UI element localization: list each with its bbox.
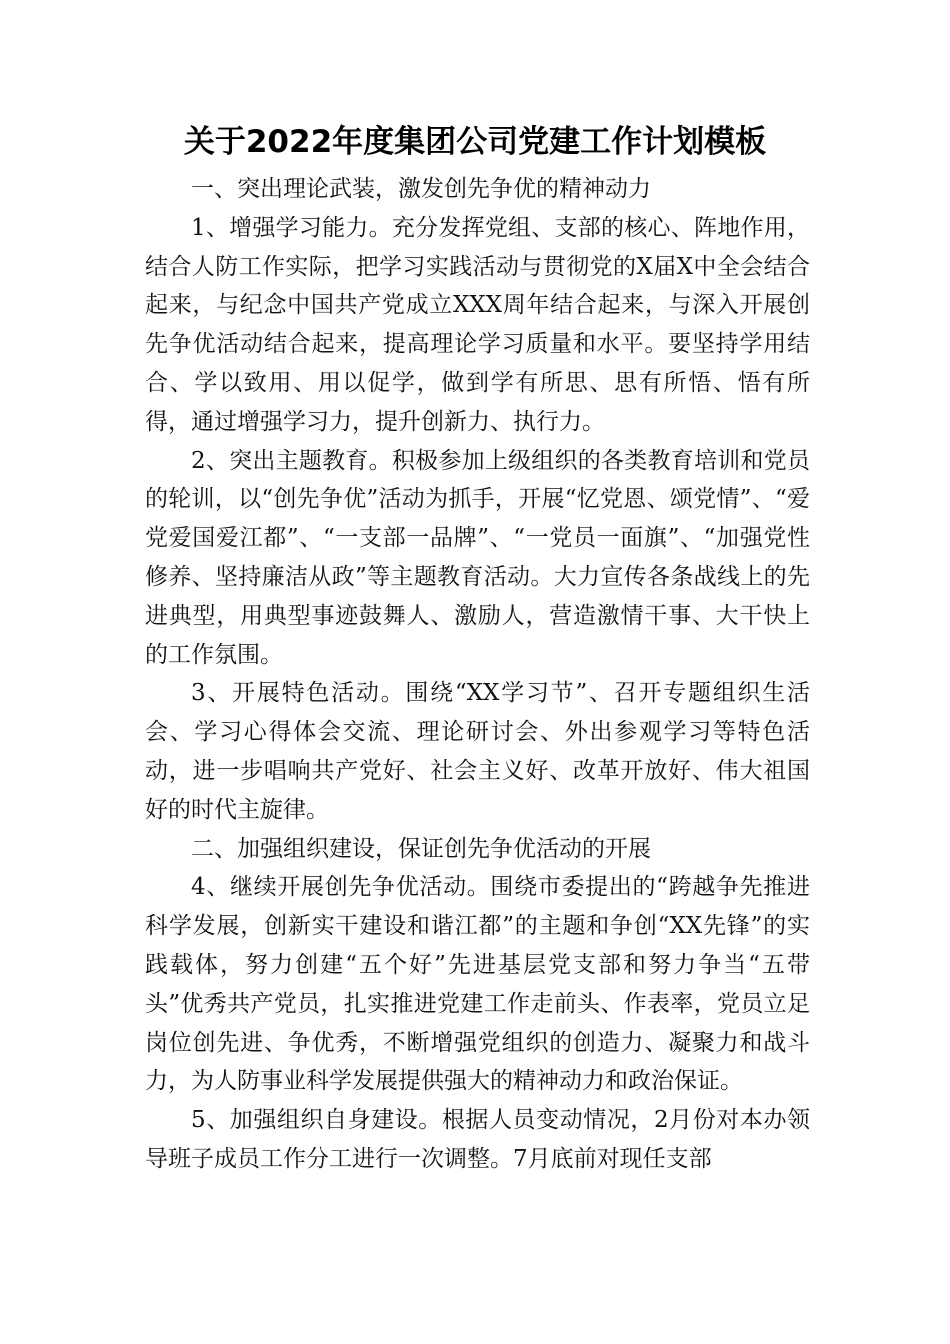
document-body [145, 170, 810, 1179]
paragraph-2: 2、突出主题教育。积极参加上级组织的各类教育培训和党员的轮训，以“创先争优”活动为抓手，开展“忆党恩、颂党情”、“爱党爱国爱江都”、“一支部一品牌”、“一党员一面旗”、“加强党性修养、坚持廉洁从政”等主题教育活动。大力宣传各条战线上的先进典型，用典型事迹鼓舞人、激励人，营造激情干事、大干快上的工作氛围。 [145, 447, 810, 668]
paragraph-5: 5、加强组织自身建设。根据人员变动情况，2月份对本办领导班子成员工作分工进行一次调整。7月底前对现任支部 [145, 1107, 810, 1172]
section-heading-2: 二、加强组织建设，保证创先争优活动的开展 [191, 835, 651, 862]
paragraph-3: 3、开展特色活动。围绕“XX学习节”、召开专题组织生活会、学习心得体会交流、理论研讨会、外出参观学习等特色活动，进一步唱响共产党好、社会主义好、改革开放好、伟大祖国好的时代主旋律。 [145, 680, 810, 823]
paragraph-1: 1、增强学习能力。充分发挥党组、支部的核心、阵地作用，结合人防工作实际，把学习实践活动与贯彻党的X届X中全会结合起来，与纪念中国共产党成立XXX周年结合起来，与深入开展创先争优活动结合起来，提高理论学习质量和水平。要坚持学用结合、学以致用、用以促学，做到学有所思、思有所悟、悟有所得，通过增强学习力，提升创新力、执行力。 [145, 214, 810, 435]
section-heading-1: 一、突出理论武装，激发创先争优的精神动力 [191, 176, 651, 202]
document-title: 关于2022年度集团公司党建工作计划模板 [183, 124, 767, 160]
paragraph-4: 4、继续开展创先争优活动。围绕市委提出的“跨越争先推进科学发展，创新实干建设和谐江都”的主题和争创“XX先锋”的实践载体，努力创建“五个好”先进基层党支部和努力争当“五带头”优秀共产党员，扎实推进党建工作走前头、作表率，党员立足岗位创先进、争优秀，不断增强党组织的创造力、凝聚力和战斗力，为人防事业科学发展提供强大的精神动力和政治保证。 [145, 874, 810, 1095]
